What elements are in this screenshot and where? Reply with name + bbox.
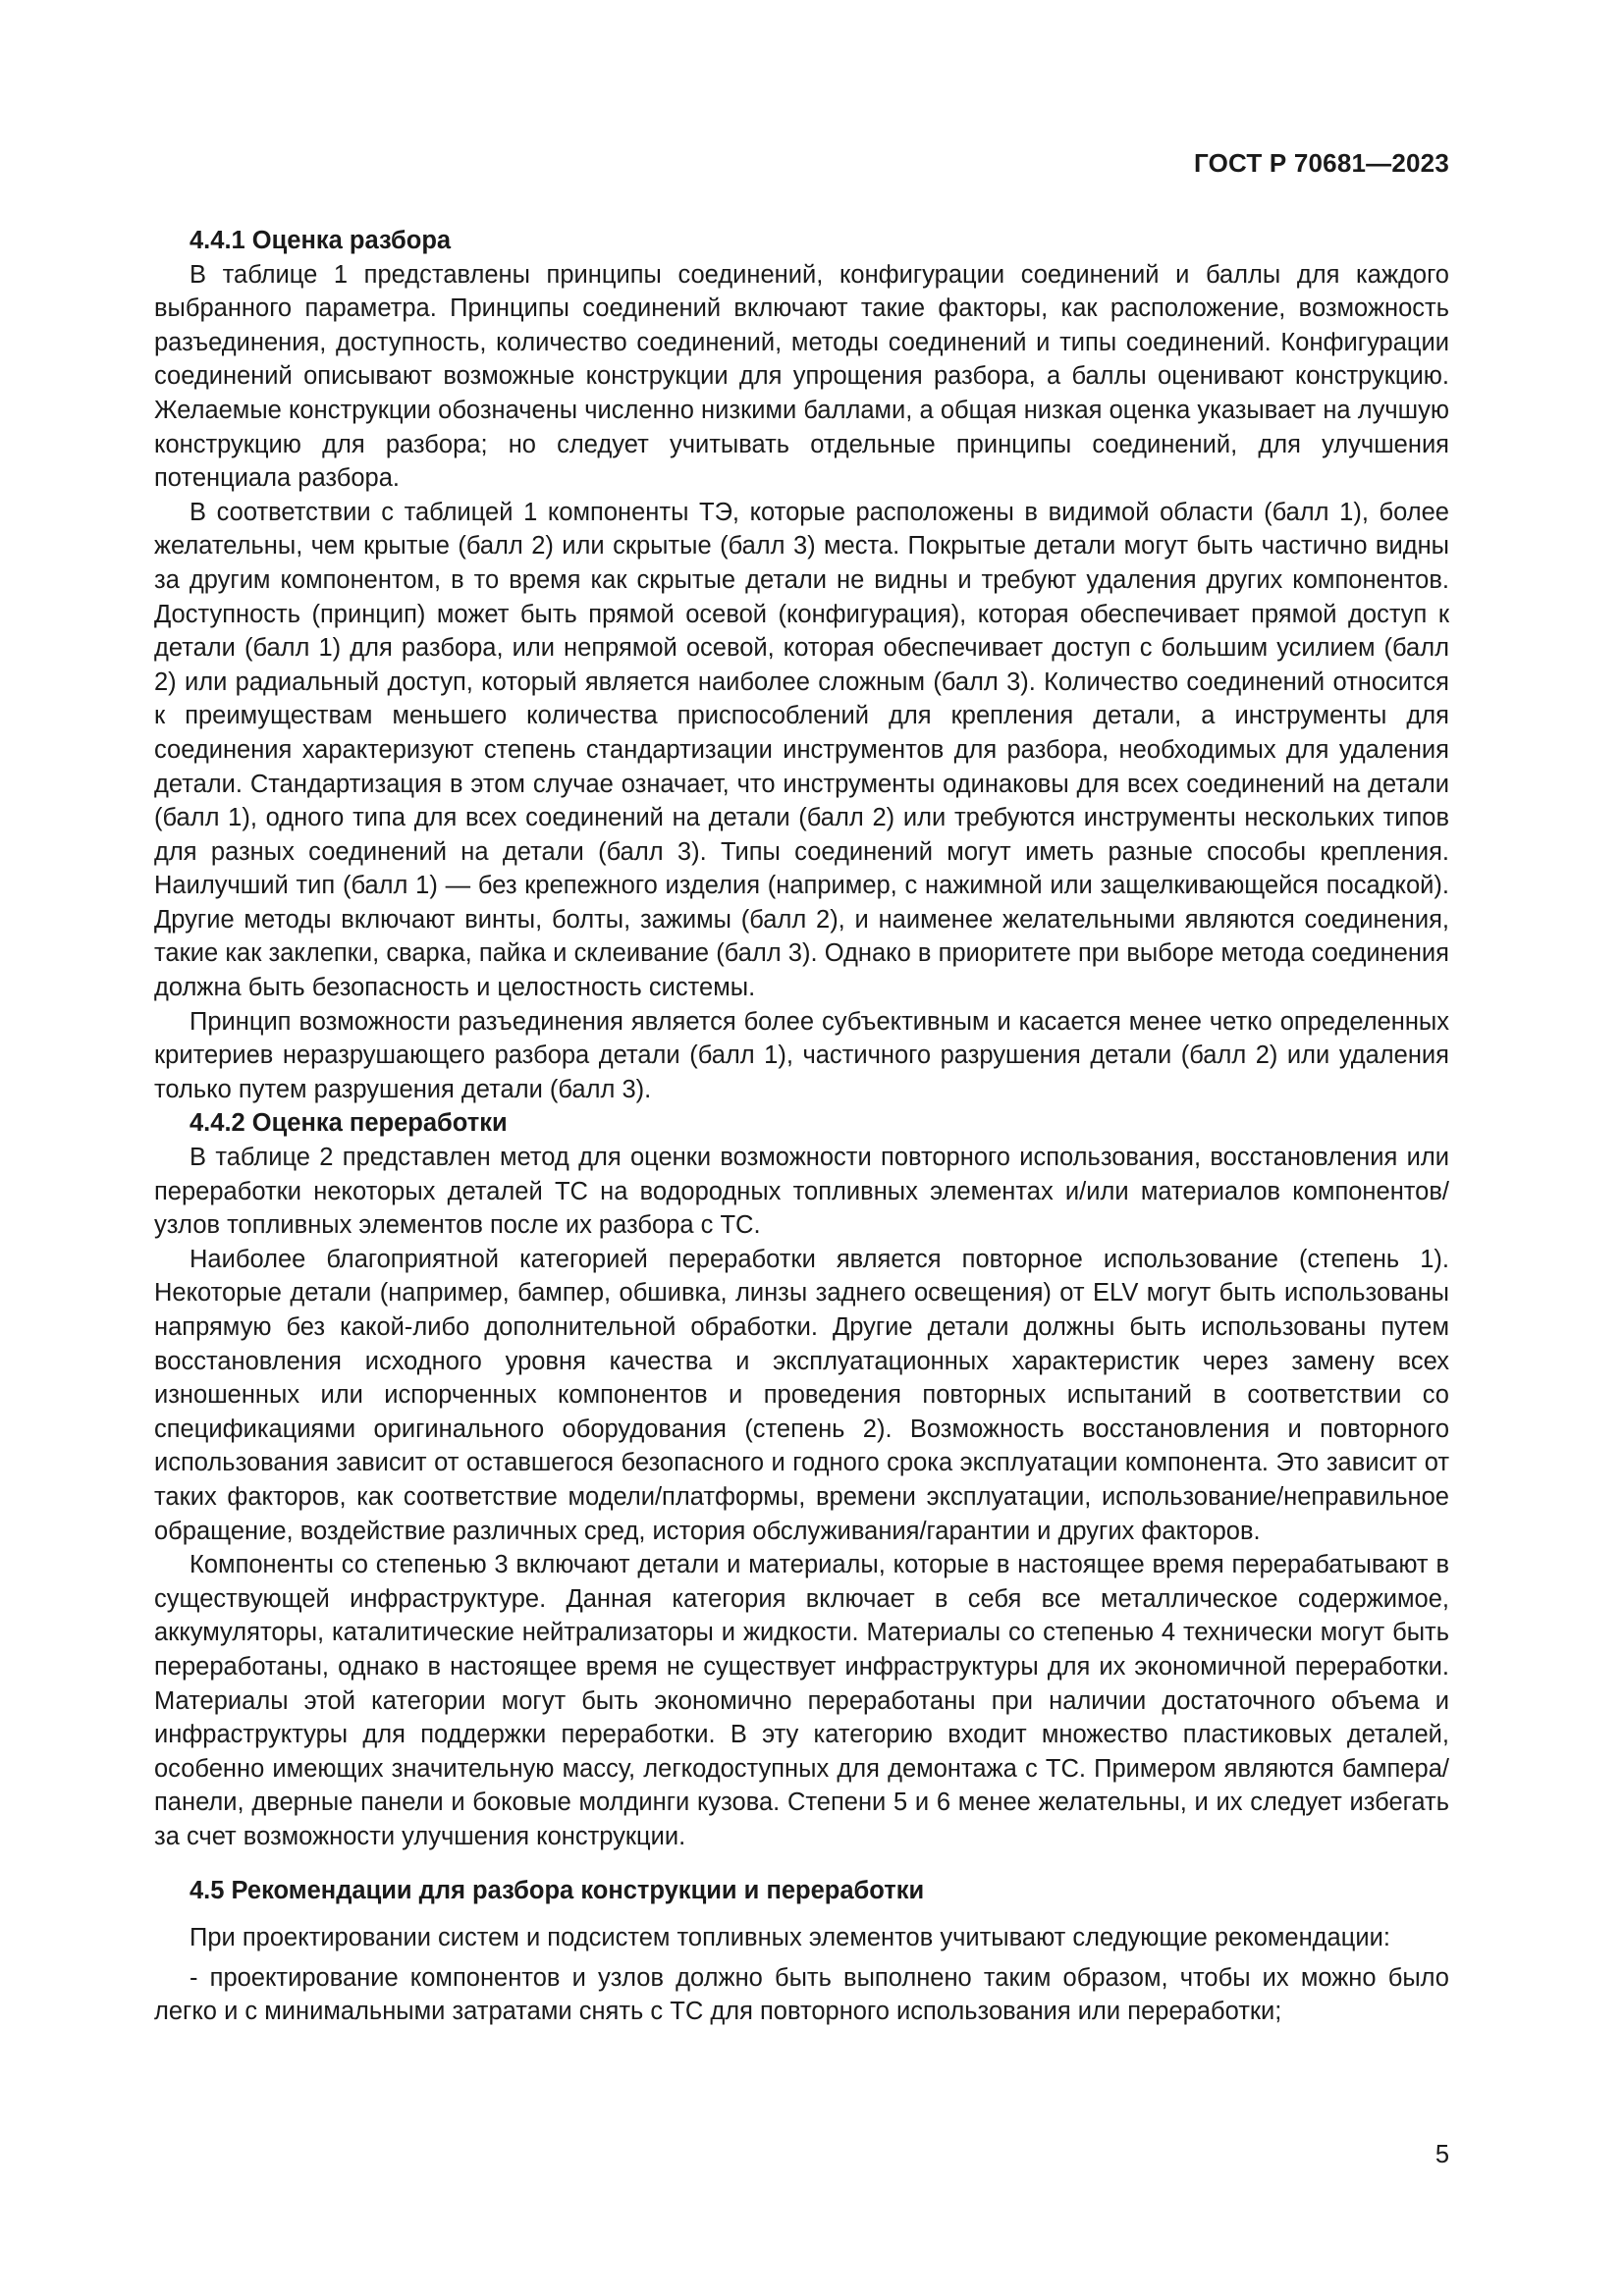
- list-item: - проектирование компонентов и узлов должно быть выполнено таким образом, чтобы их можно было легко и с минимальными затратами снять с ТС для повторного использования или переработки;: [154, 1963, 1449, 2026]
- paragraph: При проектировании систем и подсистем топливных элементов учитывают следующие рекомендации:: [189, 1924, 1390, 1952]
- page-number: 5: [1435, 2141, 1449, 2168]
- paragraph: Принцип возможности разъединения является более субъективным и касается менее четко определенных критериев неразрушающего разбора детали (балл 1), частичного разрушения детали (балл 2) или удаления только путем разрушения детали (балл 3).: [154, 1007, 1449, 1103]
- section-heading-4-5: 4.5 Рекомендации для разбора конструкции и переработки: [189, 1876, 925, 1904]
- paragraph: Наиболее благоприятной категорией переработки является повторное использование (степень 1). Некоторые детали (например, бампер, обшивка, линзы заднего освещения) от ELV могут быть использованы напрямую без какой-либо дополнительной обработки. Другие детали должны быть использованы путем восстановления исходного уровня качества и эксплуатационных характеристик через замену всех изношенных или испорченных компонентов и проведения повторных испытаний в соответствии со спецификациями оригинального оборудования (степень 2). Возможность восстановления и повторного использования зависит от оставшегося безопасного и годного срока эксплуатации компонента. Это зависит от таких факторов, как соответствие модели/платформы, времени эксплуатации, использование/неправильное обращение, воздействие различных сред, история обслуживания/гарантии и других факторов.: [154, 1245, 1449, 1545]
- paragraph: В таблице 1 представлены принципы соединений, конфигурации соединений и баллы для каждого выбранного параметра. Принципы соединений включают такие факторы, как расположение, возможность разъединения, доступность, количество соединений, методы соединений и типы соединений. Конфигурации соединений описывают возможные конструкции для упрощения разбора, а баллы оценивают конструкцию. Желаемые конструкции обозначены численно низкими баллами, а общая низкая оценка указывает на лучшую конструкцию для разбора; но следует учитывать отдельные принципы соединений, для улучшения потенциала разбора.: [154, 260, 1449, 493]
- document-body: [154, 224, 1449, 2029]
- section-heading-4-4-2: 4.4.2 Оценка переработки: [189, 1109, 508, 1138]
- paragraph: В соответствии с таблицей 1 компоненты ТЭ, которые расположены в видимой области (балл 1), более желательны, чем крытые (балл 2) или скрытые (балл 3) места. Покрытые детали могут быть частично видны за другим компонентом, в то время как скрытые детали не видны и требуют удаления других компонентов. Доступность (принцип) может быть прямой осевой (конфигурация), которая обеспечивает прямой доступ к детали (балл 1) для разбора, или непрямой осевой, которая обеспечивает доступ с большим усилием (балл 2) или радиальный доступ, который является наиболее сложным (балл 3). Количество соединений относится к преимуществам меньшего количества приспособлений для крепления детали, а инструменты для соединения характеризуют степень стандартизации инструментов для разбора, необходимых для удаления детали. Стандартизация в этом случае означает, что инструменты одинаковы для всех соединений на детали (балл 1), одного типа для всех соединений на детали (балл 2) или требуются инструменты нескольких типов для разных соединений на детали (балл 3). Типы соединений могут иметь разные способы крепления. Наилучший тип (балл 1) — без крепежного изделия (например, с нажимной или защелкивающейся посадкой). Другие методы включают винты, болты, зажимы (балл 2), и наименее желательными являются соединения, такие как заклепки, сварка, пайка и склеивание (балл 3). Однако в приоритете при выборе метода соединения должна быть безопасность и целостность системы.: [154, 498, 1449, 1002]
- paragraph: Компоненты со степенью 3 включают детали и материалы, которые в настоящее время перерабатывают в существующей инфраструктуре. Данная категория включает в себя все металлическое содержимое, аккумуляторы, каталитические нейтрализаторы и жидкости. Материалы со степенью 4 технически могут быть переработаны, однако в настоящее время не существует инфраструктуры для их экономичной переработки. Материалы этой категории могут быть экономично переработаны при наличии достаточного объема и инфраструктуры для поддержки переработки. В эту категорию входит множество пластиковых деталей, особенно имеющих значительную массу, легкодоступных для демонтажа с ТС. Примером являются бампера/панели, дверные панели и боковые молдинги кузова. Степени 5 и 6 менее желательны, и их следует избегать за счет возможности улучшения конструкции.: [154, 1551, 1449, 1850]
- section-heading-4-4-1: 4.4.1 Оценка разбора: [189, 227, 452, 254]
- document-code-header: ГОСТ Р 70681—2023: [1194, 148, 1449, 178]
- paragraph: В таблице 2 представлен метод для оценки возможности повторного использования, восстановления или переработки некоторых деталей ТС на водородных топливных элементах и/или материалов компонентов/узлов топливных элементов после их разбора с ТС.: [154, 1144, 1449, 1240]
